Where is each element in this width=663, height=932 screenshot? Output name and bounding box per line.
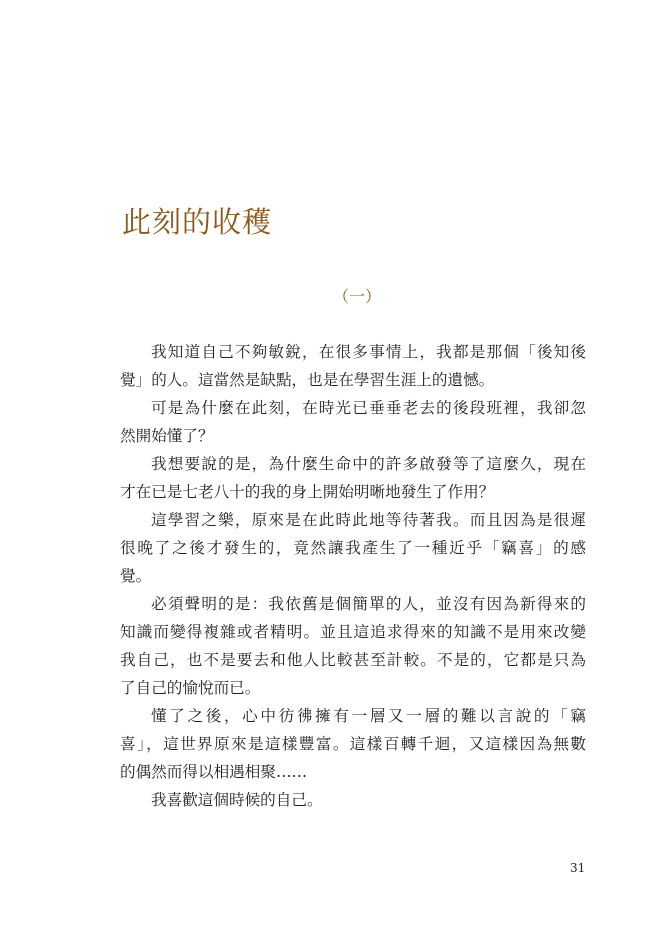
section-label: （一） xyxy=(333,287,382,306)
text-line: 知識而變得複雜或者精明。並且這追求得來的知識不是用來改變 xyxy=(120,623,586,641)
text-line: 了自己的愉悅而已。 xyxy=(120,679,261,697)
text-line: 我自己，也不是要去和他人比較甚至計較。不是的，它都是只為 xyxy=(120,651,586,669)
text-line: 我喜歡這個時候的自己。 xyxy=(151,791,323,809)
text-line: 我知道自己不夠敏銳，在很多事情上，我都是那個「後知後 xyxy=(151,343,586,361)
text-line: 喜」，這世界原來是這樣豐富。這樣百轉千迴，又這樣因為無數 xyxy=(120,735,586,753)
text-line: 然開始懂了？ xyxy=(120,427,214,445)
text-line: 我想要說的是，為什麼生命中的許多啟發等了這麼久，現在 xyxy=(151,455,586,473)
chapter-title: 此刻的收穫 xyxy=(122,205,273,239)
body-text xyxy=(120,338,586,814)
page-number: 31 xyxy=(570,861,586,875)
text-line: 可是為什麼在此刻，在時光已垂垂老去的後段班裡，我卻忽 xyxy=(151,399,586,417)
text-line: 的偶然而得以相遇相聚…… xyxy=(120,763,308,781)
text-line: 才在已是七老八十的我的身上開始明晰地發生了作用？ xyxy=(120,483,495,501)
text-line: 覺」的人。這當然是缺點，也是在學習生涯上的遺憾。 xyxy=(120,371,495,389)
text-line: 必須聲明的是：我依舊是個簡單的人，並沒有因為新得來的 xyxy=(151,595,586,613)
text-line: 這學習之樂，原來是在此時此地等待著我。而且因為是很遲 xyxy=(151,511,586,529)
text-line: 懂了之後，心中彷彿擁有一層又一層的難以言說的「竊 xyxy=(151,707,586,725)
text-line: 很晚了之後才發生的，竟然讓我產生了一種近乎「竊喜」的感 xyxy=(120,539,586,557)
text-line: 覺。 xyxy=(120,567,152,585)
